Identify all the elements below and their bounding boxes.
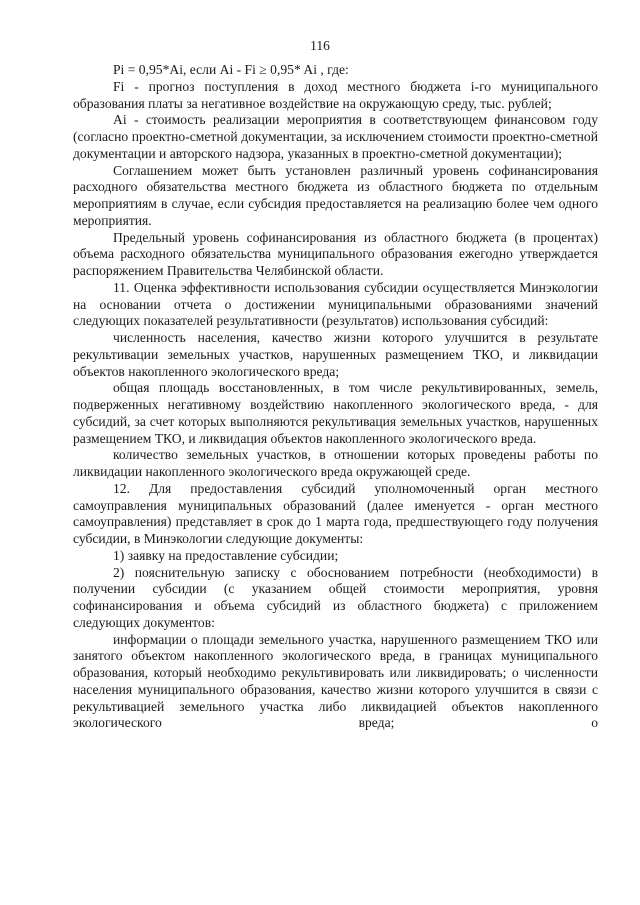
page-number: 116 — [310, 38, 330, 53]
formula-paragraph: Pi = 0,95*Ai, если Ai - Fi ≥ 0,95* Ai , где: — [113, 62, 349, 77]
cofinancing-agreement-paragraph: Соглашением может быть установлен различный уровень софинансирования расходного обязательства местного бюджета из областного бюджета по отдельным мероприятиям в случае, если субсидия предоставляется на реализацию более чем одного мероприятия. — [73, 162, 598, 228]
list-item-application: 1) заявку на предоставление субсидии; — [113, 547, 339, 563]
definition-fi-paragraph: Fi - прогноз поступления в доход местного бюджета i-го муниципального образования платы за негативное воздействие на окружающую среду, тыс. рублей; — [73, 78, 598, 111]
document-body — [73, 62, 598, 732]
indicator-population-paragraph: численность населения, качество жизни которого улучшится в результате рекультивации земельных участков, нарушенных размещением ТКО, и ликвидации объектов накопленного экологического вреда; — [73, 330, 598, 379]
information-paragraph: информации о площади земельного участка, нарушенного размещением ТКО или занятого объектом накопленного экологического вреда, в границах муниципального образования, который необходимо рекультивировать или ликвидировать; о численности населения муниципального образования, качество жизни которого улучшится в связи с рекультивацией земельного участка либо ликвидацией объектов накопленного экологического вреда; о — [73, 631, 598, 731]
section-12-paragraph: 12. Для предоставления субсидий уполномоченный орган местного самоуправления муниципальных образований (далее именуется - орган местного самоуправления) представляет в срок до 1 марта года, предшествующего году получения субсидии, в Минэкологии следующие документы: — [73, 480, 598, 546]
cofinancing-limit-paragraph: Предельный уровень софинансирования из областного бюджета (в процентах) объема расходного обязательства муниципального образования ежегодно утверждается распоряжением Правительства Челябинской области. — [73, 229, 598, 278]
indicator-area-paragraph: общая площадь восстановленных, в том числе рекультивированных, земель, подверженных негативному воздействию накопленного экологического вреда, - для субсидий, за счет которых выполняются рекультивация земельных участков, нарушенных размещением ТКО, и ликвидация объектов накопленного экологического вреда. — [73, 380, 598, 446]
indicator-plots-paragraph: количество земельных участков, в отношении которых проведены работы по ликвидации накопленного экологического вреда окружающей среде. — [73, 447, 598, 479]
definition-ai-paragraph: Ai - стоимость реализации мероприятия в соответствующем финансовом году (согласно проектно-сметной документации, за исключением стоимости проектно-сметной документации и авторского надзора, указанных в проектно-сметной документации); — [73, 112, 598, 161]
section-11-paragraph: 11. Оценка эффективности использования субсидии осуществляется Минэкологии на основании отчета о достижении муниципальными образованиями значений следующих показателей результативности (результатов) использования субсидий: — [73, 279, 598, 329]
list-item-explanatory-note: 2) пояснительную записку с обоснованием потребности (необходимости) в получении субсидии (с указанием общей стоимости мероприятия, уровня софинансирования и объема субсидий из областного бюджета) с приложением следующих документов: — [73, 564, 598, 630]
